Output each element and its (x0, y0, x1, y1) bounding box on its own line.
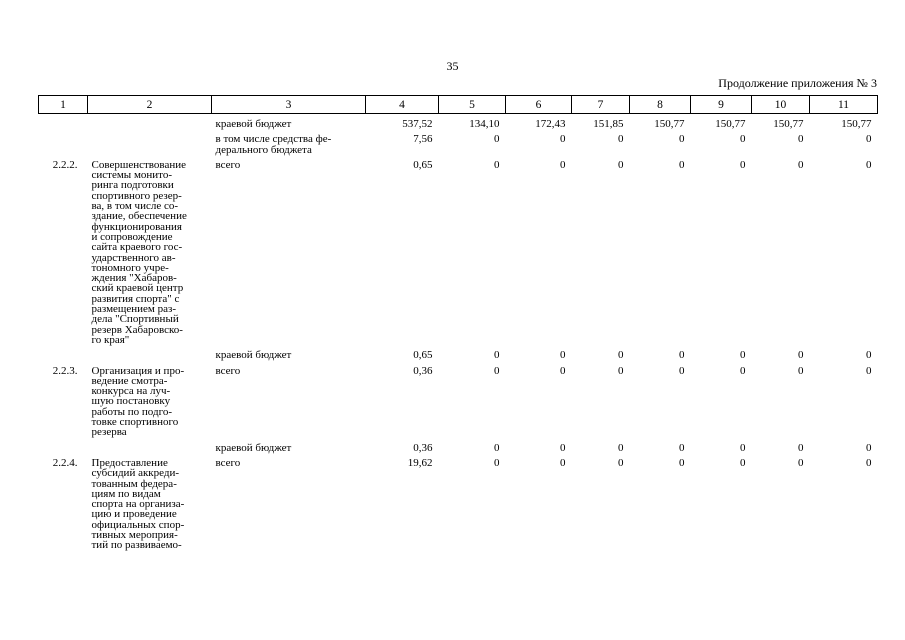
value-cell-text: 0 (679, 158, 685, 171)
value-cell (691, 361, 752, 438)
value-cell (630, 114, 691, 130)
item-name-cell (88, 438, 212, 453)
value-cell (691, 155, 752, 345)
item-code-cell (39, 129, 88, 155)
value-cell-text: 150,77 (773, 118, 804, 130)
value-cell-text: 0 (494, 158, 500, 171)
value-cell (752, 114, 810, 130)
funding-source-cell-text: краевой бюджет (215, 118, 292, 130)
value-cell-text: 0 (866, 456, 872, 469)
header-cell: 3 (212, 96, 366, 114)
funding-source-cell-text: краевой бюджет (215, 441, 292, 454)
value-cell-text: 150,77 (715, 118, 746, 130)
value-cell (691, 129, 752, 155)
value-cell (810, 438, 878, 453)
value-cell-text: 0 (798, 158, 804, 171)
value-cell-text: 19,62 (407, 456, 433, 469)
value-cell-text: 150,77 (654, 118, 685, 130)
value-cell (691, 453, 752, 551)
value-cell (810, 114, 878, 130)
value-cell-text: 0,36 (413, 364, 433, 377)
value-cell-text: 0 (866, 158, 872, 171)
item-name-cell-text: Предоставление субсидий аккреди- тованным федера- циям по видам спорта на организа- цию и проведение официальных спор- тивных мероприя- тий по развиваемо- (91, 456, 185, 552)
value-cell-text: 7,56 (413, 133, 433, 146)
value-cell (366, 438, 439, 453)
value-cell-text: 0 (494, 349, 500, 362)
value-cell-text: 0 (560, 456, 566, 469)
value-cell-text: 0 (798, 441, 804, 454)
item-name-cell (88, 453, 212, 551)
value-cell (572, 155, 630, 345)
value-cell (691, 345, 752, 360)
value-cell-text: 0 (679, 133, 685, 146)
value-cell-text: 150,77 (841, 118, 872, 130)
value-cell (630, 155, 691, 345)
item-code-cell (39, 345, 88, 360)
funding-source-cell (212, 361, 366, 438)
funding-source-cell-text: краевой бюджет (215, 349, 292, 362)
value-cell-text: 0 (618, 441, 624, 454)
table-row (39, 155, 878, 345)
value-cell (439, 155, 506, 345)
value-cell-text: 0 (866, 349, 872, 362)
funding-source-cell-text: всего (215, 364, 241, 377)
header-cell: 1 (39, 96, 88, 114)
value-cell (572, 453, 630, 551)
value-cell-text: 0 (798, 364, 804, 377)
value-cell-text: 0 (866, 364, 872, 377)
item-name-cell (88, 129, 212, 155)
table-body (39, 114, 878, 551)
value-cell (366, 129, 439, 155)
funding-source-cell-text: в том числе средства фе- дерального бюджета (215, 133, 332, 156)
table-header-row (39, 96, 878, 114)
value-cell-text: 0 (560, 158, 566, 171)
value-cell-text: 0 (618, 133, 624, 146)
value-cell (366, 155, 439, 345)
value-cell (752, 361, 810, 438)
value-cell-text: 0 (866, 133, 872, 146)
item-code-cell-text: 2.2.4. (52, 456, 78, 469)
value-cell (506, 129, 572, 155)
page-number: 35 (446, 59, 459, 73)
value-cell (752, 453, 810, 551)
table-row (39, 114, 878, 130)
table-row (39, 453, 878, 551)
item-code-cell-text: 2.2.3. (52, 364, 78, 377)
funding-source-cell (212, 155, 366, 345)
item-code-cell (39, 453, 88, 551)
value-cell-text: 0 (560, 441, 566, 454)
value-cell (810, 361, 878, 438)
value-cell-text: 0 (679, 349, 685, 362)
item-name-cell-text: Организация и про- ведение смотра- конкурса на луч- шую постановку работы по подго- товке спортивного резерва (91, 364, 185, 439)
value-cell (810, 155, 878, 345)
value-cell (506, 453, 572, 551)
value-cell (506, 361, 572, 438)
value-cell-text: 0 (740, 364, 746, 377)
value-cell (506, 114, 572, 130)
value-cell (630, 361, 691, 438)
table-row (39, 438, 878, 453)
value-cell-text: 0 (494, 133, 500, 146)
item-code-cell (39, 438, 88, 453)
funding-source-cell-text: всего (215, 456, 241, 469)
value-cell-text: 0 (618, 364, 624, 377)
value-cell-text: 537,52 (402, 118, 433, 130)
value-cell-text: 0 (798, 133, 804, 146)
item-name-cell (88, 361, 212, 438)
funding-source-cell (212, 438, 366, 453)
header-cell: 9 (691, 96, 752, 114)
appendix-continuation-label: Продолжение приложения № 3 (718, 76, 877, 90)
value-cell (439, 345, 506, 360)
value-cell-text: 0 (560, 364, 566, 377)
value-cell (752, 345, 810, 360)
value-cell (810, 453, 878, 551)
value-cell-text: 0 (618, 158, 624, 171)
value-cell (506, 155, 572, 345)
header-cell: 2 (88, 96, 212, 114)
value-cell-text: 134,10 (469, 118, 500, 130)
value-cell (630, 129, 691, 155)
header-cell: 8 (630, 96, 691, 114)
budget-table (38, 95, 878, 551)
value-cell-text: 0 (740, 441, 746, 454)
value-cell-text: 0 (679, 441, 685, 454)
item-name-cell (88, 345, 212, 360)
value-cell-text: 0 (494, 364, 500, 377)
value-cell (366, 361, 439, 438)
value-cell (366, 345, 439, 360)
value-cell (439, 361, 506, 438)
value-cell (752, 155, 810, 345)
value-cell (366, 453, 439, 551)
item-name-cell (88, 114, 212, 130)
table-row (39, 129, 878, 155)
value-cell (572, 361, 630, 438)
item-name-cell-text: Совершенствование системы монито- ринга подготовки спортивного резер- ва, в том числе со- здание, обеспечение функционирования и сопровождение сайта краевого гос- ударственного ав- тономного учре- ждения "Хабаров- ский краевой центр развития спорта" с размещением раз- дела "Спортивный резерв Хабаровско- го края" (91, 158, 187, 346)
table-row (39, 345, 878, 360)
value-cell (630, 438, 691, 453)
item-code-cell-text: 2.2.2. (52, 158, 78, 171)
value-cell (439, 453, 506, 551)
value-cell (506, 438, 572, 453)
funding-source-cell (212, 345, 366, 360)
header-cell: 10 (752, 96, 810, 114)
value-cell (439, 438, 506, 453)
value-cell-text: 0 (679, 364, 685, 377)
item-code-cell (39, 114, 88, 130)
value-cell (572, 438, 630, 453)
value-cell-text: 0 (740, 158, 746, 171)
value-cell-text: 0 (740, 349, 746, 362)
value-cell-text: 0 (494, 441, 500, 454)
value-cell-text: 0 (798, 349, 804, 362)
value-cell (630, 345, 691, 360)
header-cell: 7 (572, 96, 630, 114)
value-cell (439, 114, 506, 130)
value-cell (439, 129, 506, 155)
value-cell-text: 0 (866, 441, 872, 454)
funding-source-cell (212, 129, 366, 155)
value-cell-text: 0 (618, 456, 624, 469)
value-cell-text: 0 (740, 456, 746, 469)
value-cell-text: 0 (560, 133, 566, 146)
value-cell (630, 453, 691, 551)
value-cell (810, 345, 878, 360)
value-cell-text: 0 (560, 349, 566, 362)
value-cell (572, 114, 630, 130)
value-cell (810, 129, 878, 155)
funding-source-cell (212, 114, 366, 130)
value-cell (366, 114, 439, 130)
funding-source-cell (212, 453, 366, 551)
table-row (39, 361, 878, 438)
value-cell-text: 0,65 (413, 349, 433, 362)
value-cell-text: 0,65 (413, 158, 433, 171)
value-cell (572, 345, 630, 360)
header-cell: 11 (810, 96, 878, 114)
item-code-cell (39, 361, 88, 438)
value-cell (691, 114, 752, 130)
header-cell: 6 (506, 96, 572, 114)
value-cell-text: 0 (618, 349, 624, 362)
value-cell-text: 0 (494, 456, 500, 469)
funding-source-cell-text: всего (215, 158, 241, 171)
value-cell-text: 0 (740, 133, 746, 146)
value-cell-text: 0,36 (413, 441, 433, 454)
header-cell: 5 (439, 96, 506, 114)
value-cell-text: 172,43 (535, 118, 566, 130)
header-cell: 4 (366, 96, 439, 114)
value-cell (506, 345, 572, 360)
value-cell (752, 438, 810, 453)
value-cell-text: 0 (679, 456, 685, 469)
item-code-cell (39, 155, 88, 345)
value-cell-text: 0 (798, 456, 804, 469)
value-cell-text: 151,85 (593, 118, 624, 130)
item-name-cell (88, 155, 212, 345)
value-cell (691, 438, 752, 453)
value-cell (572, 129, 630, 155)
value-cell (752, 129, 810, 155)
